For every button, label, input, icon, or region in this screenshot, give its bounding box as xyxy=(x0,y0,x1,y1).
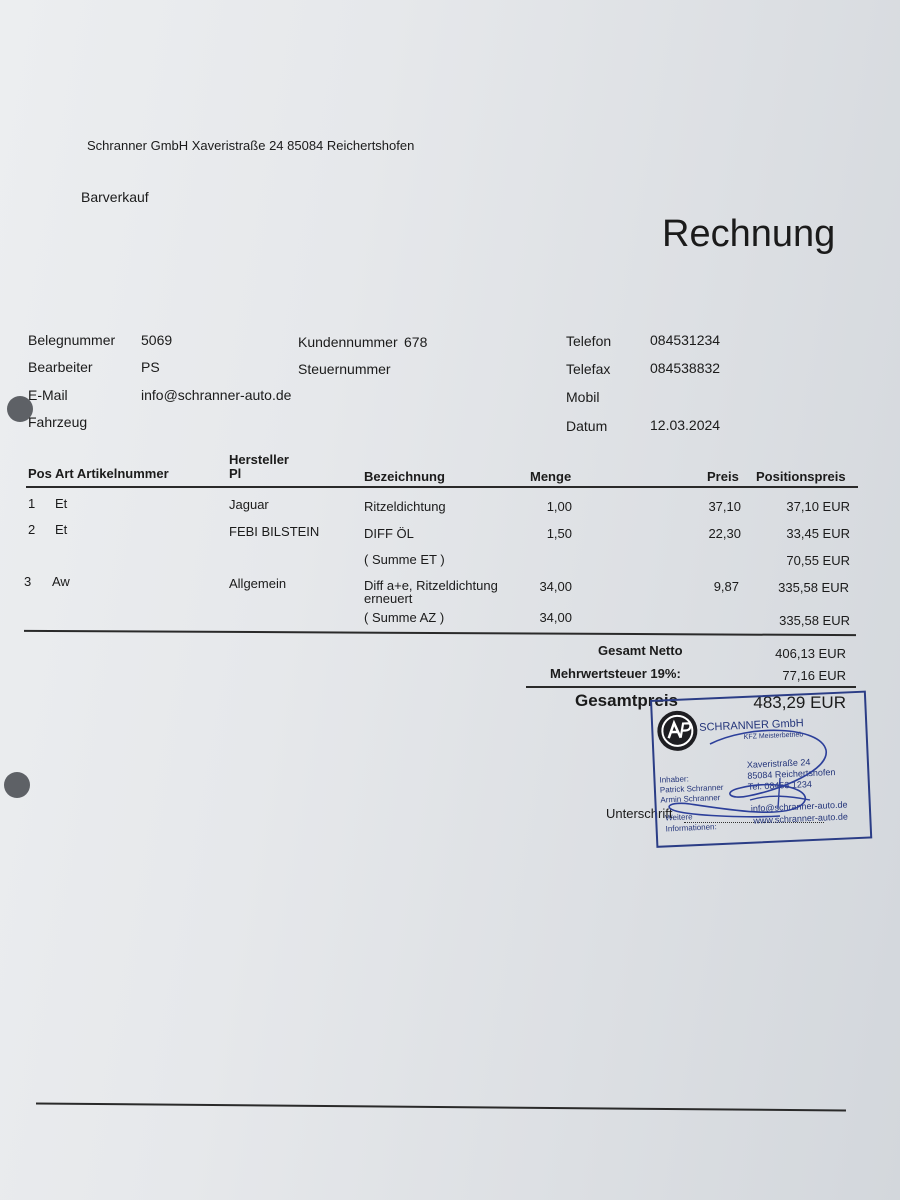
footer-rule xyxy=(36,1102,846,1111)
datum-label: Datum xyxy=(566,418,608,434)
belegnummer-value: 5069 xyxy=(141,332,173,348)
header-menge: Menge xyxy=(530,469,572,484)
row2-positionspreis: 33,45 EUR xyxy=(786,526,850,541)
row1-bezeichnung: Ritzeldichtung xyxy=(364,499,446,514)
handwritten-signature xyxy=(630,708,860,848)
kundennummer-label: Kundennummer xyxy=(298,334,398,350)
stamp-company: SCHRANNER GmbH xyxy=(699,717,804,734)
steuernummer-label: Steuernummer xyxy=(298,361,391,377)
header-rule xyxy=(26,486,858,488)
gesamtpreis-value: 483,29 EUR xyxy=(753,693,846,712)
summe-az-menge: 34,00 xyxy=(539,610,572,625)
stamp-inhaber-label: Inhaber: xyxy=(659,774,690,785)
table-bottom-rule xyxy=(24,630,856,636)
bearbeiter-label: Bearbeiter xyxy=(28,359,93,375)
header-pl: Pl xyxy=(229,466,242,481)
row1-hersteller: Jaguar xyxy=(229,497,269,512)
row1-art: Et xyxy=(55,496,68,511)
row2-art: Et xyxy=(55,522,68,537)
signature-label: Unterschrift xyxy=(606,806,673,821)
summe-et-label: ( Summe ET ) xyxy=(364,552,445,567)
header-hersteller: Hersteller xyxy=(229,452,289,467)
belegnummer-label: Belegnummer xyxy=(28,332,116,348)
header-bezeichnung: Bezeichnung xyxy=(364,469,445,484)
kundennummer-value: 678 xyxy=(404,334,428,350)
row1-pos: 1 xyxy=(28,496,36,511)
row3-positionspreis: 335,58 EUR xyxy=(778,580,849,595)
row2-preis: 22,30 xyxy=(708,526,741,541)
telefon-value: 084531234 xyxy=(650,332,721,348)
row3-menge: 34,00 xyxy=(539,579,572,594)
summe-et-value: 70,55 EUR xyxy=(786,553,850,568)
header-positionspreis: Positionspreis xyxy=(756,469,846,484)
company-address-line: Schranner GmbH Xaveristraße 24 85084 Reichertshofen xyxy=(87,138,415,153)
row3-hersteller: Allgemein xyxy=(229,576,287,591)
row3-pos: 3 xyxy=(24,574,32,589)
summe-az-label: ( Summe AZ ) xyxy=(364,610,445,625)
row3-bezeichnung: Diff a+e, Ritzeldichtung xyxy=(364,578,498,593)
gesamtpreis-label: Gesamtpreis xyxy=(575,691,678,710)
sale-type: Barverkauf xyxy=(81,189,149,205)
stamp-owner2: Armin Schranner xyxy=(660,793,721,805)
row1-menge: 1,00 xyxy=(546,499,572,514)
row3-preis: 9,87 xyxy=(713,579,739,594)
row1-positionspreis: 37,10 EUR xyxy=(786,499,850,514)
totals-rule xyxy=(526,686,856,688)
header-pos-art-artikelnummer: Pos Art Artikelnummer xyxy=(28,466,169,481)
email-value: info@schranner-auto.de xyxy=(141,387,292,403)
stamp-city: 85084 Reichertshofen xyxy=(747,766,836,781)
stamp-weitere1: Weitere xyxy=(664,812,693,823)
row2-hersteller: FEBI BILSTEIN xyxy=(229,524,320,539)
stamp-email: info@schranner-auto.de xyxy=(750,799,848,814)
stamp-street: Xaveristraße 24 xyxy=(746,757,811,770)
fahrzeug-label: Fahrzeug xyxy=(28,414,88,430)
netto-label: Gesamt Netto xyxy=(598,643,683,658)
row1-preis: 37,10 xyxy=(708,499,741,514)
mwst-label: Mehrwertsteuer 19%: xyxy=(550,666,681,681)
telefon-label: Telefon xyxy=(566,333,612,349)
stamp-subtitle: KFZ Meisterbetrieb xyxy=(743,731,804,741)
email-label: E-Mail xyxy=(28,387,68,403)
stamp-owner1: Patrick Schranner xyxy=(659,782,724,795)
punch-hole-bottom xyxy=(4,772,30,798)
summe-az-value: 335,58 EUR xyxy=(779,613,850,628)
row2-pos: 2 xyxy=(28,522,36,537)
mwst-value: 77,16 EUR xyxy=(782,668,846,683)
row2-bezeichnung: DIFF ÖL xyxy=(364,526,414,541)
telefax-value: 084538832 xyxy=(650,360,721,376)
stamp-tel: Tel: 08453 1234 xyxy=(747,779,813,792)
netto-value: 406,13 EUR xyxy=(775,646,846,661)
document-title: Rechnung xyxy=(662,213,836,255)
stamp-weitere2: Informationen: xyxy=(665,822,717,834)
row2-menge: 1,50 xyxy=(546,526,572,541)
row3-art: Aw xyxy=(52,574,70,589)
mobil-label: Mobil xyxy=(566,389,600,405)
bearbeiter-value: PS xyxy=(141,359,160,375)
row3-bezeichnung-line2: erneuert xyxy=(364,591,413,606)
datum-value: 12.03.2024 xyxy=(650,417,721,433)
stamp-web: www.schranner-auto.de xyxy=(753,811,849,826)
header-preis: Preis xyxy=(707,469,739,484)
telefax-label: Telefax xyxy=(566,361,611,377)
